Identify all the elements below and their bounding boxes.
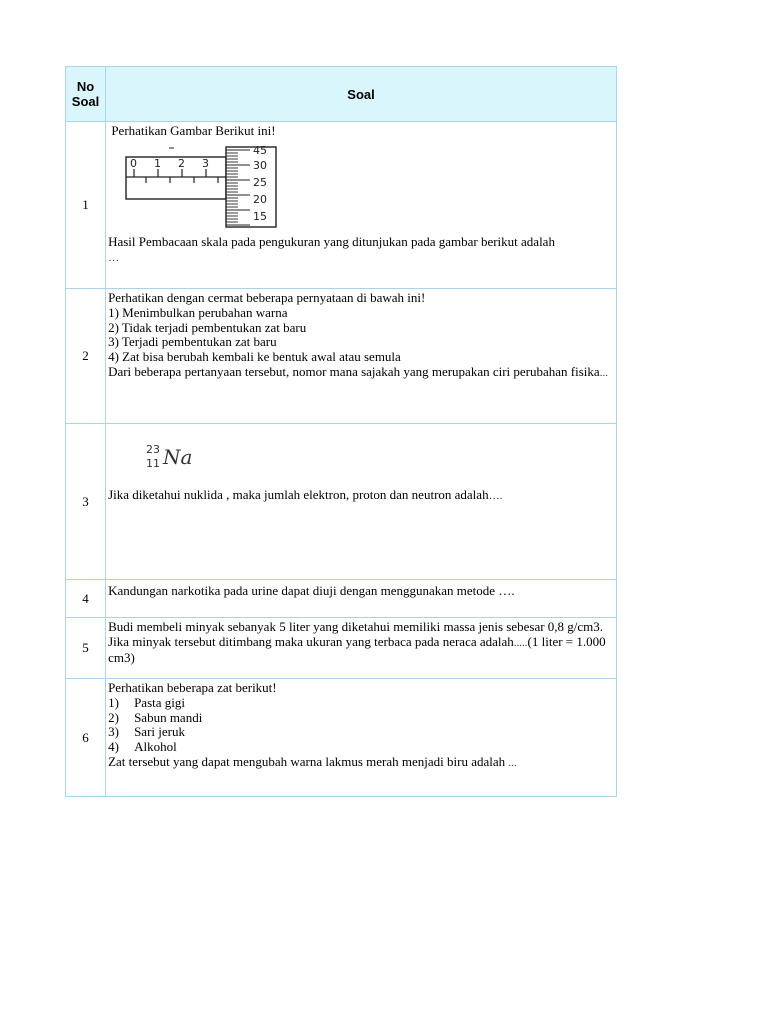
table-header-row: [66, 67, 617, 122]
question-cell: [106, 122, 617, 289]
question-cell: [106, 424, 617, 580]
list-text: Sari jeruk: [134, 724, 185, 740]
header-no: [66, 67, 106, 122]
thimble-scale-25: 25: [253, 175, 268, 189]
main-scale-1: 1: [154, 156, 162, 170]
list-number: 2): [108, 709, 119, 725]
list-item: [108, 725, 614, 740]
thimble-scale-45: 45: [253, 144, 268, 157]
list-number: 1): [108, 694, 119, 710]
nuclide-figure: [144, 440, 614, 474]
question-text: [108, 584, 614, 599]
question-ellipsis: ...: [508, 756, 517, 769]
nuclide-image: [144, 440, 214, 474]
list-item: [108, 711, 614, 726]
question-table: [65, 66, 617, 797]
question-note: (1 liter = 1.000 cm3): [108, 633, 606, 665]
question-text: [108, 235, 614, 266]
list-text: Sabun mandi: [134, 709, 203, 725]
question-body: Dari beberapa pertanyaan tersebut, nomor mana sajakah yang merupakan ciri perubahan fisika: [108, 363, 600, 379]
question-text: [108, 755, 614, 771]
question-cell: [106, 618, 617, 679]
thimble-scale-20: 20: [253, 192, 268, 206]
question-text: [108, 620, 614, 665]
row-number: 4: [66, 580, 106, 618]
question-body: Jika diketahui nuklida , maka jumlah elektron, proton dan neutron adalah: [108, 487, 489, 502]
list-item: 1) Menimbulkan perubahan warna: [108, 304, 288, 320]
list-number: 4): [108, 739, 119, 755]
main-scale-3: 3: [202, 156, 210, 170]
list-item: [108, 740, 614, 755]
thimble-scale-15: 15: [253, 209, 268, 223]
table-row: [66, 424, 617, 580]
nuclide-atomic: 11: [146, 457, 161, 470]
list-item: 3) Terjadi pembentukan zat baru: [108, 334, 277, 350]
list-item: [108, 696, 614, 711]
question-body: Budi membeli minyak sebanyak 5 liter yang diketahui memiliki massa jenis sebesar 0,8 g/cm3. Jika minyak tersebut ditimbang maka ukuran yang terbaca pada neraca adalah: [108, 619, 604, 649]
question-cell: [106, 679, 617, 797]
header-no-label: No Soal: [71, 79, 100, 109]
row-number: 6: [66, 679, 106, 797]
row-number: 2: [66, 289, 106, 424]
row-number: 5: [66, 618, 106, 679]
table-row: [66, 679, 617, 797]
question-body: Kandungan narkotika pada urine dapat diuji dengan menggunakan metode: [108, 583, 499, 598]
main-scale-2: 2: [178, 156, 186, 170]
micrometer-figure: [124, 145, 614, 229]
question-intro: Perhatikan Gambar Berikut ini!: [108, 123, 276, 138]
nuclide-symbol: Na: [163, 445, 193, 469]
question-ellipsis: ….: [488, 490, 503, 502]
substance-list: [108, 696, 614, 755]
list-text: Alkohol: [134, 739, 177, 755]
question-body: Zat tersebut yang dapat mengubah warna lakmus merah menjadi biru adalah: [108, 753, 509, 769]
nuclide-mass: 23: [146, 443, 161, 456]
question-text: [108, 488, 614, 504]
list-item: 2) Tidak terjadi pembentukan zat baru: [108, 319, 307, 335]
question-cell: [106, 289, 617, 424]
micrometer-image: [124, 145, 284, 229]
question-ellipsis: ….: [498, 583, 515, 598]
main-scale-0: 0: [130, 156, 138, 170]
question-cell: [106, 580, 617, 618]
row-number: 3: [66, 424, 106, 580]
header-soal: Soal: [106, 67, 617, 122]
list-number: 3): [108, 724, 119, 740]
row-number: 1: [66, 122, 106, 289]
thimble-scale-30: 30: [253, 158, 268, 172]
question-text: [108, 365, 614, 381]
question-body: Hasil Pembacaan skala pada pengukuran yang ditunjukan pada gambar berikut adalah: [108, 233, 555, 249]
question-intro: Perhatikan beberapa zat berikut!: [108, 680, 277, 695]
table-row: [66, 289, 617, 424]
question-ellipsis: ...: [599, 366, 608, 379]
question-ellipsis: …: [108, 251, 120, 264]
question-ellipsis: .....: [513, 636, 528, 649]
list-item: 4) Zat bisa berubah kembali ke bentuk awal atau semula: [108, 349, 401, 365]
list-text: Pasta gigi: [134, 694, 185, 710]
table-row: [66, 618, 617, 679]
table-row: [66, 580, 617, 618]
table-row: [66, 122, 617, 289]
question-intro: Perhatikan dengan cermat beberapa pernyataan di bawah ini!: [108, 290, 426, 305]
